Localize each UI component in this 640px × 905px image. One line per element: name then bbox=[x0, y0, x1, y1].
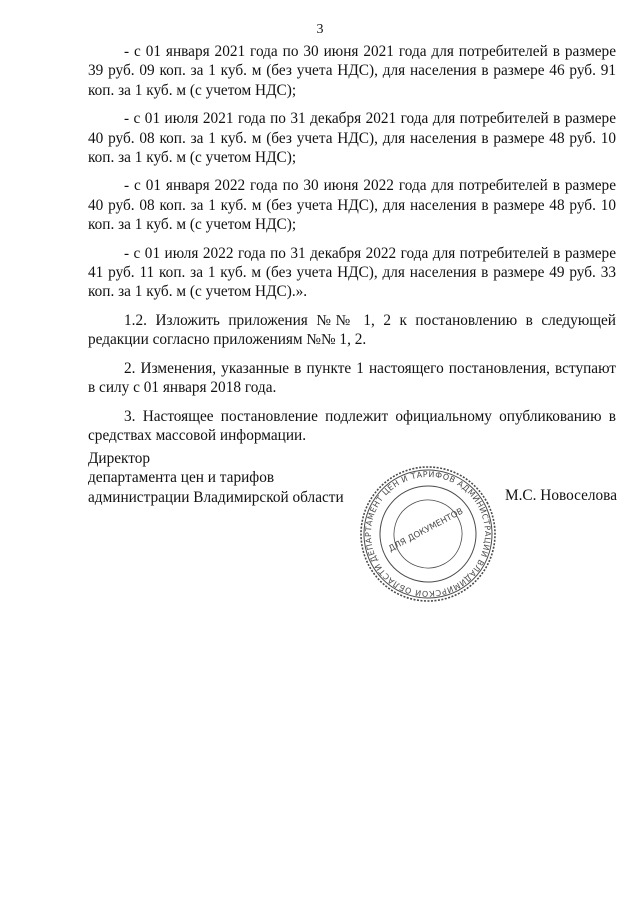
document-body bbox=[88, 42, 616, 454]
paragraph-item-1-2: 1.2. Изложить приложения №№ 1, 2 к постановлению в следующей редакции согласно приложениям №№ 1, 2. bbox=[88, 311, 616, 349]
signer-title-line-2: департамента цен и тарифов bbox=[88, 469, 275, 487]
signer-title-line-3: администрации Владимирской области bbox=[88, 488, 344, 506]
page-number: 3 bbox=[316, 22, 324, 37]
paragraph-item-2: 2. Изменения, указанные в пункте 1 настоящего постановления, вступают в силу с 01 января 2018 года. bbox=[88, 359, 616, 397]
signer-title-line-1: Директор bbox=[88, 450, 151, 467]
paragraph-tariff-2022-h1: - с 01 января 2022 года по 30 июня 2022 года для потребителей в размере 40 руб. 08 коп. за 1 куб. м (без учета НДС), для населения в размере 48 руб. 10 коп. за 1 куб. м (с учетом НДС); bbox=[88, 177, 616, 234]
signer-title bbox=[88, 449, 388, 507]
stamp-outer-text: ДЕПАРТАМЕНТ ЦЕН И ТАРИФОВ АДМИНИСТРАЦИИ ВЛАДИМИРСКОЙ ОБЛАСТИ bbox=[363, 469, 493, 599]
paragraph-item-3: 3. Настоящее постановление подлежит официальному опубликованию в средствах массовой информации. bbox=[88, 407, 616, 444]
paragraph-tariff-2022-h2: - с 01 июля 2022 года по 31 декабря 2022 года для потребителей в размере 41 руб. 11 коп. за 1 куб. м (без учета НДС), для населения в размере 49 руб. 33 коп. за 1 куб. м (с учетом НДС).». bbox=[88, 244, 616, 301]
stamp-inner-text: ДЛЯ ДОКУМЕНТОВ bbox=[387, 506, 466, 555]
signer-name: М.С. Новоселова bbox=[505, 487, 617, 504]
paragraph-tariff-2021-h1: - с 01 января 2021 года по 30 июня 2021 года для потребителей в размере 39 руб. 09 коп. за 1 куб. м (без учета НДС), для населения в размере 46 руб. 91 коп. за 1 куб. м (с учетом НДС); bbox=[88, 43, 616, 99]
paragraph-tariff-2021-h2: - с 01 июля 2021 года по 31 декабря 2021 года для потребителей в размере 40 руб. 08 коп. за 1 куб. м (без учета НДС), для населения в размере 48 руб. 10 коп. за 1 куб. м (с учетом НДС); bbox=[88, 110, 616, 167]
official-stamp bbox=[358, 464, 498, 604]
